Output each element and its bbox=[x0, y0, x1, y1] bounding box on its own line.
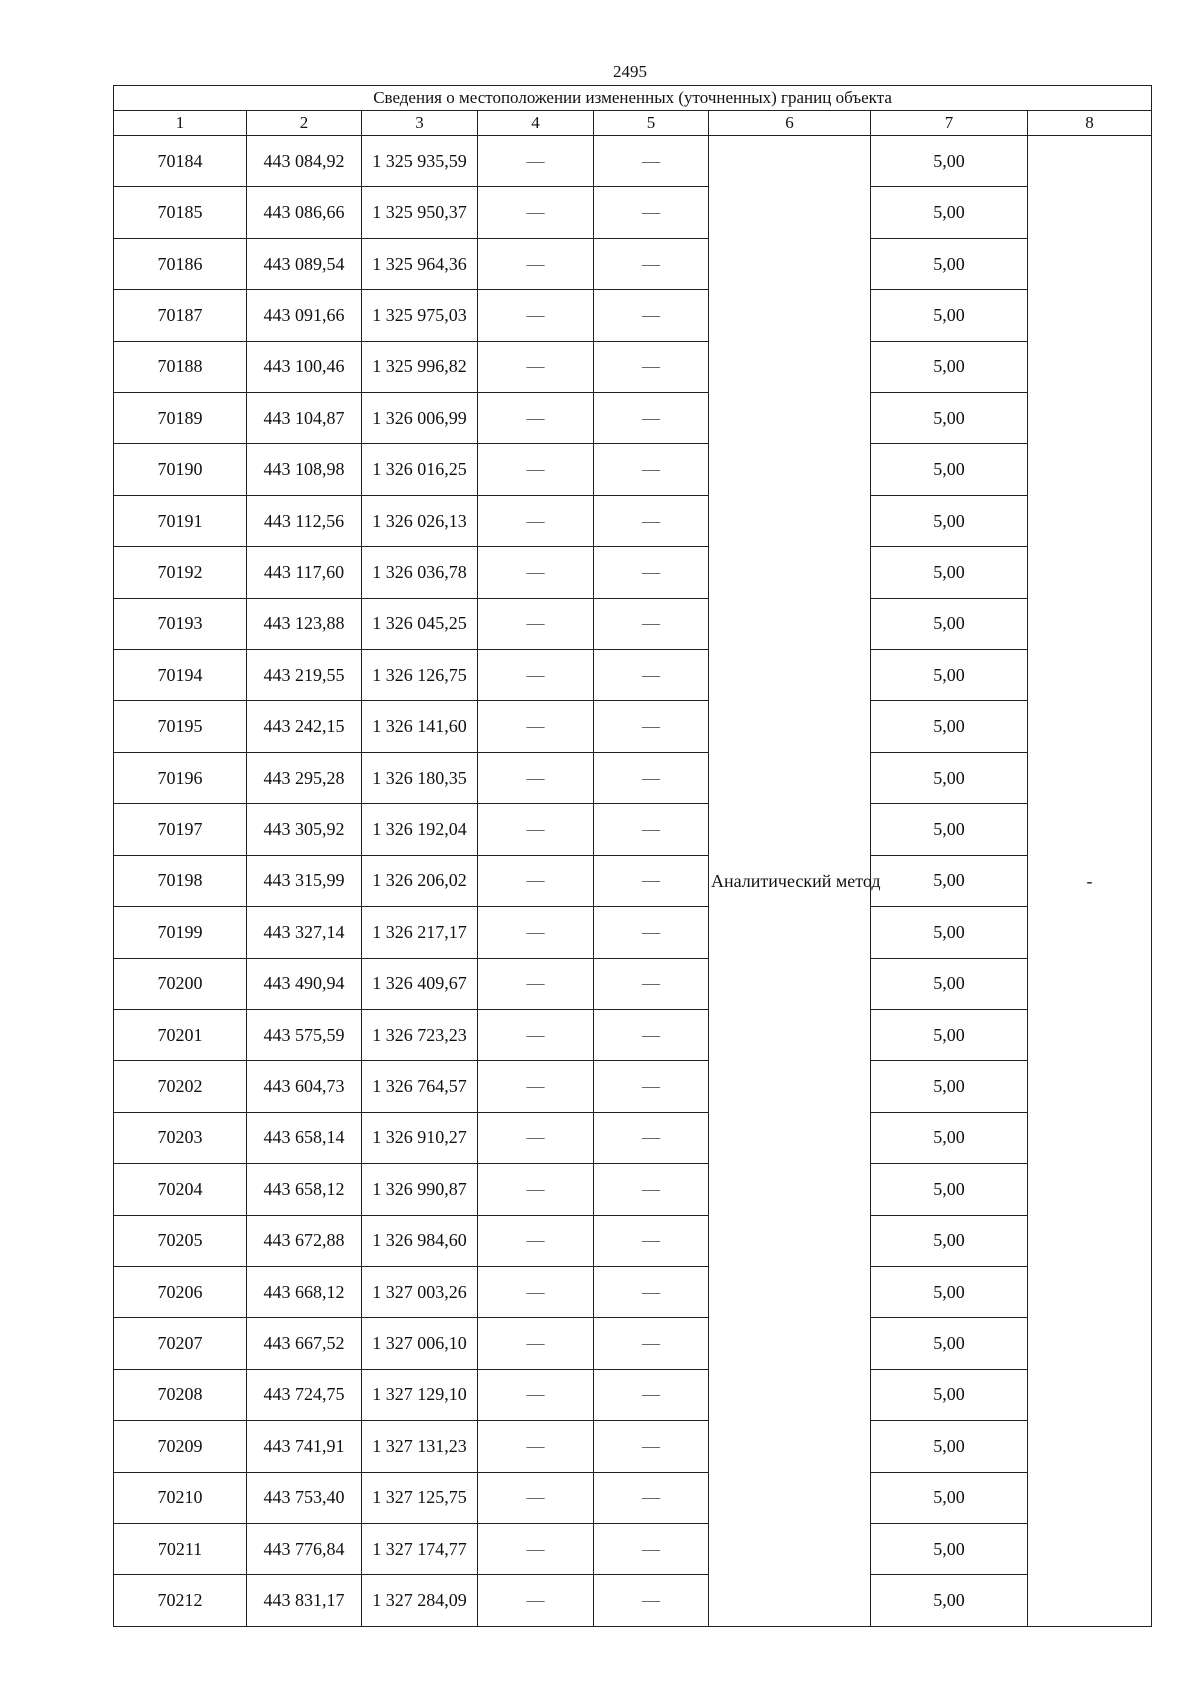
accuracy-cell: 5,00 bbox=[871, 290, 1028, 341]
table-row bbox=[114, 1061, 1152, 1112]
column-4-cell: — bbox=[478, 1318, 594, 1369]
accuracy-cell: 5,00 bbox=[871, 1112, 1028, 1163]
table-row bbox=[114, 855, 1152, 906]
column-4-cell: — bbox=[478, 1215, 594, 1266]
column-4-cell: — bbox=[478, 752, 594, 803]
y-coordinate-cell: 1 326 045,25 bbox=[362, 598, 478, 649]
table-row bbox=[114, 341, 1152, 392]
table-row bbox=[114, 1215, 1152, 1266]
y-coordinate-cell: 1 326 910,27 bbox=[362, 1112, 478, 1163]
point-number-cell: 70206 bbox=[114, 1266, 247, 1317]
column-5-cell: — bbox=[594, 855, 709, 906]
table-row bbox=[114, 1164, 1152, 1215]
point-number-cell: 70205 bbox=[114, 1215, 247, 1266]
y-coordinate-cell: 1 326 180,35 bbox=[362, 752, 478, 803]
point-number-cell: 70185 bbox=[114, 187, 247, 238]
column-4-cell: — bbox=[478, 1575, 594, 1627]
column-5-cell: — bbox=[594, 907, 709, 958]
table-row bbox=[114, 1523, 1152, 1574]
accuracy-cell: 5,00 bbox=[871, 804, 1028, 855]
x-coordinate-cell: 443 724,75 bbox=[247, 1369, 362, 1420]
x-coordinate-cell: 443 604,73 bbox=[247, 1061, 362, 1112]
y-coordinate-cell: 1 326 016,25 bbox=[362, 444, 478, 495]
point-number-cell: 70199 bbox=[114, 907, 247, 958]
point-number-cell: 70194 bbox=[114, 650, 247, 701]
accuracy-cell: 5,00 bbox=[871, 1009, 1028, 1060]
x-coordinate-cell: 443 658,14 bbox=[247, 1112, 362, 1163]
point-number-cell: 70186 bbox=[114, 238, 247, 289]
table-row bbox=[114, 1575, 1152, 1627]
point-number-cell: 70197 bbox=[114, 804, 247, 855]
column-4-cell: — bbox=[478, 598, 594, 649]
column-4-cell: — bbox=[478, 1112, 594, 1163]
column-4-cell: — bbox=[478, 495, 594, 546]
point-number-cell: 70190 bbox=[114, 444, 247, 495]
table-row bbox=[114, 393, 1152, 444]
column-5-cell: — bbox=[594, 1421, 709, 1472]
x-coordinate-cell: 443 100,46 bbox=[247, 341, 362, 392]
table-row bbox=[114, 804, 1152, 855]
x-coordinate-cell: 443 091,66 bbox=[247, 290, 362, 341]
accuracy-cell: 5,00 bbox=[871, 393, 1028, 444]
x-coordinate-cell: 443 242,15 bbox=[247, 701, 362, 752]
table-row bbox=[114, 1112, 1152, 1163]
accuracy-cell: 5,00 bbox=[871, 1164, 1028, 1215]
accuracy-cell: 5,00 bbox=[871, 1575, 1028, 1627]
accuracy-cell: 5,00 bbox=[871, 136, 1028, 187]
y-coordinate-cell: 1 325 975,03 bbox=[362, 290, 478, 341]
x-coordinate-cell: 443 084,92 bbox=[247, 136, 362, 187]
y-coordinate-cell: 1 325 964,36 bbox=[362, 238, 478, 289]
column-number-8: 8 bbox=[1028, 111, 1152, 136]
column-4-cell: — bbox=[478, 1009, 594, 1060]
table-row bbox=[114, 495, 1152, 546]
point-number-cell: 70195 bbox=[114, 701, 247, 752]
column-4-cell: — bbox=[478, 1266, 594, 1317]
column-5-cell: — bbox=[594, 136, 709, 187]
column-5-cell: — bbox=[594, 547, 709, 598]
accuracy-cell: 5,00 bbox=[871, 1266, 1028, 1317]
y-coordinate-cell: 1 326 126,75 bbox=[362, 650, 478, 701]
accuracy-cell: 5,00 bbox=[871, 598, 1028, 649]
column-4-cell: — bbox=[478, 907, 594, 958]
x-coordinate-cell: 443 776,84 bbox=[247, 1523, 362, 1574]
y-coordinate-cell: 1 326 192,04 bbox=[362, 804, 478, 855]
accuracy-cell: 5,00 bbox=[871, 547, 1028, 598]
y-coordinate-cell: 1 325 950,37 bbox=[362, 187, 478, 238]
column-5-cell: — bbox=[594, 598, 709, 649]
point-number-cell: 70189 bbox=[114, 393, 247, 444]
x-coordinate-cell: 443 112,56 bbox=[247, 495, 362, 546]
y-coordinate-cell: 1 325 996,82 bbox=[362, 341, 478, 392]
x-coordinate-cell: 443 117,60 bbox=[247, 547, 362, 598]
accuracy-cell: 5,00 bbox=[871, 752, 1028, 803]
column-5-cell: — bbox=[594, 804, 709, 855]
column-5-cell: — bbox=[594, 1523, 709, 1574]
column-5-cell: — bbox=[594, 1369, 709, 1420]
column-4-cell: — bbox=[478, 290, 594, 341]
accuracy-cell: 5,00 bbox=[871, 1318, 1028, 1369]
y-coordinate-cell: 1 326 206,02 bbox=[362, 855, 478, 906]
accuracy-cell: 5,00 bbox=[871, 855, 1028, 906]
table-row bbox=[114, 650, 1152, 701]
point-number-cell: 70209 bbox=[114, 1421, 247, 1472]
column-4-cell: — bbox=[478, 341, 594, 392]
x-coordinate-cell: 443 490,94 bbox=[247, 958, 362, 1009]
point-number-cell: 70187 bbox=[114, 290, 247, 341]
column-5-cell: — bbox=[594, 238, 709, 289]
x-coordinate-cell: 443 123,88 bbox=[247, 598, 362, 649]
column-4-cell: — bbox=[478, 1164, 594, 1215]
accuracy-cell: 5,00 bbox=[871, 1215, 1028, 1266]
column-5-cell: — bbox=[594, 1112, 709, 1163]
column-5-cell: — bbox=[594, 1164, 709, 1215]
column-number-6: 6 bbox=[709, 111, 871, 136]
point-number-cell: 70188 bbox=[114, 341, 247, 392]
y-coordinate-cell: 1 327 174,77 bbox=[362, 1523, 478, 1574]
column-5-cell: — bbox=[594, 1009, 709, 1060]
point-number-cell: 70193 bbox=[114, 598, 247, 649]
column-number-1: 1 bbox=[114, 111, 247, 136]
table-row bbox=[114, 1318, 1152, 1369]
table-row bbox=[114, 1369, 1152, 1420]
table-row bbox=[114, 547, 1152, 598]
y-coordinate-cell: 1 325 935,59 bbox=[362, 136, 478, 187]
point-number-cell: 70184 bbox=[114, 136, 247, 187]
column-4-cell: — bbox=[478, 804, 594, 855]
table-row bbox=[114, 752, 1152, 803]
column-4-cell: — bbox=[478, 547, 594, 598]
y-coordinate-cell: 1 326 217,17 bbox=[362, 907, 478, 958]
y-coordinate-cell: 1 327 125,75 bbox=[362, 1472, 478, 1523]
column-5-cell: — bbox=[594, 958, 709, 1009]
column-number-7: 7 bbox=[871, 111, 1028, 136]
column-5-cell: — bbox=[594, 1215, 709, 1266]
point-number-cell: 70211 bbox=[114, 1523, 247, 1574]
column-4-cell: — bbox=[478, 238, 594, 289]
column-5-cell: — bbox=[594, 1575, 709, 1627]
x-coordinate-cell: 443 753,40 bbox=[247, 1472, 362, 1523]
table-row bbox=[114, 1266, 1152, 1317]
column-5-cell: — bbox=[594, 1061, 709, 1112]
point-number-cell: 70203 bbox=[114, 1112, 247, 1163]
accuracy-cell: 5,00 bbox=[871, 1061, 1028, 1112]
point-number-cell: 70212 bbox=[114, 1575, 247, 1627]
accuracy-cell: 5,00 bbox=[871, 701, 1028, 752]
table-row bbox=[114, 1009, 1152, 1060]
y-coordinate-cell: 1 326 723,23 bbox=[362, 1009, 478, 1060]
column-number-5: 5 bbox=[594, 111, 709, 136]
table-row bbox=[114, 290, 1152, 341]
x-coordinate-cell: 443 672,88 bbox=[247, 1215, 362, 1266]
point-number-cell: 70207 bbox=[114, 1318, 247, 1369]
column-4-cell: — bbox=[478, 136, 594, 187]
column-4-cell: — bbox=[478, 393, 594, 444]
column-5-cell: — bbox=[594, 1266, 709, 1317]
y-coordinate-cell: 1 326 984,60 bbox=[362, 1215, 478, 1266]
y-coordinate-cell: 1 327 003,26 bbox=[362, 1266, 478, 1317]
column-5-cell: — bbox=[594, 650, 709, 701]
point-number-cell: 70201 bbox=[114, 1009, 247, 1060]
point-number-cell: 70198 bbox=[114, 855, 247, 906]
column-4-cell: — bbox=[478, 855, 594, 906]
accuracy-cell: 5,00 bbox=[871, 341, 1028, 392]
accuracy-cell: 5,00 bbox=[871, 1421, 1028, 1472]
column-5-cell: — bbox=[594, 495, 709, 546]
x-coordinate-cell: 443 295,28 bbox=[247, 752, 362, 803]
table-title: Сведения о местоположении измененных (уточненных) границ объекта bbox=[114, 86, 1152, 111]
table-row bbox=[114, 444, 1152, 495]
table-row bbox=[114, 598, 1152, 649]
column-4-cell: — bbox=[478, 701, 594, 752]
y-coordinate-cell: 1 327 284,09 bbox=[362, 1575, 478, 1627]
column-5-cell: — bbox=[594, 444, 709, 495]
table-row bbox=[114, 701, 1152, 752]
y-coordinate-cell: 1 326 006,99 bbox=[362, 393, 478, 444]
x-coordinate-cell: 443 108,98 bbox=[247, 444, 362, 495]
point-number-cell: 70208 bbox=[114, 1369, 247, 1420]
point-number-cell: 70196 bbox=[114, 752, 247, 803]
x-coordinate-cell: 443 089,54 bbox=[247, 238, 362, 289]
column-number-4: 4 bbox=[478, 111, 594, 136]
y-coordinate-cell: 1 326 409,67 bbox=[362, 958, 478, 1009]
y-coordinate-cell: 1 326 990,87 bbox=[362, 1164, 478, 1215]
accuracy-cell: 5,00 bbox=[871, 187, 1028, 238]
table-row bbox=[114, 907, 1152, 958]
method-cell: Аналитический метод bbox=[709, 136, 871, 1627]
point-number-cell: 70191 bbox=[114, 495, 247, 546]
column-5-cell: — bbox=[594, 701, 709, 752]
x-coordinate-cell: 443 104,87 bbox=[247, 393, 362, 444]
accuracy-cell: 5,00 bbox=[871, 1523, 1028, 1574]
y-coordinate-cell: 1 326 026,13 bbox=[362, 495, 478, 546]
column-4-cell: — bbox=[478, 1472, 594, 1523]
column-number-2: 2 bbox=[247, 111, 362, 136]
column-5-cell: — bbox=[594, 290, 709, 341]
accuracy-cell: 5,00 bbox=[871, 907, 1028, 958]
column-4-cell: — bbox=[478, 1061, 594, 1112]
point-number-cell: 70200 bbox=[114, 958, 247, 1009]
y-coordinate-cell: 1 326 141,60 bbox=[362, 701, 478, 752]
column-8-cell: - bbox=[1028, 136, 1152, 1627]
column-number-3: 3 bbox=[362, 111, 478, 136]
point-number-cell: 70192 bbox=[114, 547, 247, 598]
column-4-cell: — bbox=[478, 1421, 594, 1472]
x-coordinate-cell: 443 667,52 bbox=[247, 1318, 362, 1369]
table-row bbox=[114, 136, 1152, 187]
x-coordinate-cell: 443 086,66 bbox=[247, 187, 362, 238]
boundary-coordinates-table bbox=[113, 85, 1152, 1627]
accuracy-cell: 5,00 bbox=[871, 1369, 1028, 1420]
column-5-cell: — bbox=[594, 187, 709, 238]
y-coordinate-cell: 1 326 036,78 bbox=[362, 547, 478, 598]
accuracy-cell: 5,00 bbox=[871, 238, 1028, 289]
column-5-cell: — bbox=[594, 341, 709, 392]
accuracy-cell: 5,00 bbox=[871, 444, 1028, 495]
x-coordinate-cell: 443 831,17 bbox=[247, 1575, 362, 1627]
x-coordinate-cell: 443 315,99 bbox=[247, 855, 362, 906]
x-coordinate-cell: 443 741,91 bbox=[247, 1421, 362, 1472]
column-4-cell: — bbox=[478, 650, 594, 701]
x-coordinate-cell: 443 575,59 bbox=[247, 1009, 362, 1060]
point-number-cell: 70202 bbox=[114, 1061, 247, 1112]
x-coordinate-cell: 443 327,14 bbox=[247, 907, 362, 958]
column-5-cell: — bbox=[594, 393, 709, 444]
accuracy-cell: 5,00 bbox=[871, 958, 1028, 1009]
table-row bbox=[114, 187, 1152, 238]
table-row bbox=[114, 238, 1152, 289]
column-5-cell: — bbox=[594, 1472, 709, 1523]
column-4-cell: — bbox=[478, 958, 594, 1009]
y-coordinate-cell: 1 327 131,23 bbox=[362, 1421, 478, 1472]
column-5-cell: — bbox=[594, 752, 709, 803]
table-row bbox=[114, 1472, 1152, 1523]
y-coordinate-cell: 1 327 006,10 bbox=[362, 1318, 478, 1369]
accuracy-cell: 5,00 bbox=[871, 650, 1028, 701]
point-number-cell: 70204 bbox=[114, 1164, 247, 1215]
column-4-cell: — bbox=[478, 444, 594, 495]
x-coordinate-cell: 443 305,92 bbox=[247, 804, 362, 855]
page-number: 2495 bbox=[613, 62, 647, 81]
column-4-cell: — bbox=[478, 1523, 594, 1574]
accuracy-cell: 5,00 bbox=[871, 1472, 1028, 1523]
table-row bbox=[114, 958, 1152, 1009]
table-row bbox=[114, 1421, 1152, 1472]
x-coordinate-cell: 443 658,12 bbox=[247, 1164, 362, 1215]
accuracy-cell: 5,00 bbox=[871, 495, 1028, 546]
y-coordinate-cell: 1 327 129,10 bbox=[362, 1369, 478, 1420]
column-5-cell: — bbox=[594, 1318, 709, 1369]
x-coordinate-cell: 443 219,55 bbox=[247, 650, 362, 701]
column-4-cell: — bbox=[478, 1369, 594, 1420]
y-coordinate-cell: 1 326 764,57 bbox=[362, 1061, 478, 1112]
point-number-cell: 70210 bbox=[114, 1472, 247, 1523]
x-coordinate-cell: 443 668,12 bbox=[247, 1266, 362, 1317]
column-4-cell: — bbox=[478, 187, 594, 238]
